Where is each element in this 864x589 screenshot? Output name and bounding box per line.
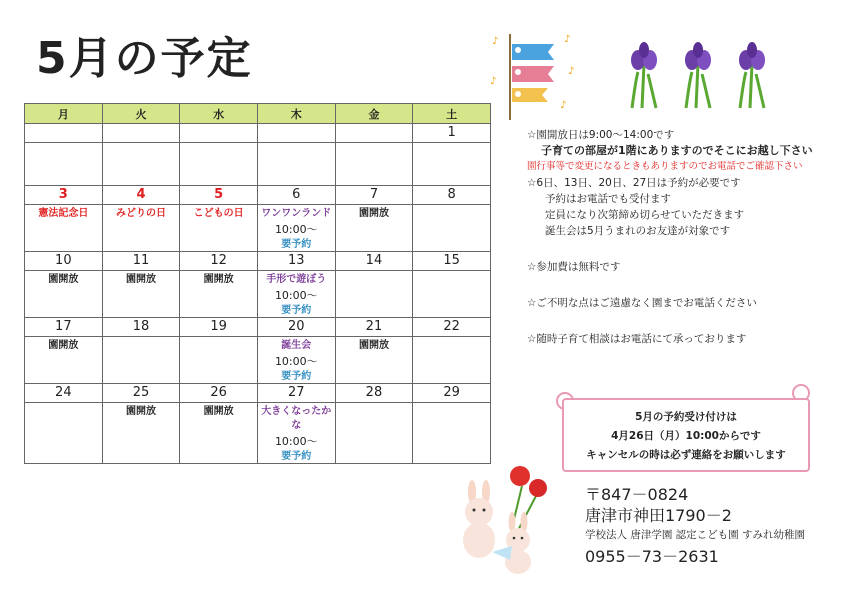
- day-number: 27: [258, 384, 335, 403]
- calendar-day-cell: [257, 318, 335, 384]
- calendar-week-row: [25, 318, 491, 384]
- day-event: こどもの日: [193, 208, 244, 219]
- day-number: 13: [258, 252, 335, 271]
- calendar-day-cell: [413, 318, 491, 384]
- svg-text:♪: ♪: [564, 34, 571, 45]
- calendar-day-cell: [180, 252, 258, 318]
- calendar-day-cell: [413, 186, 491, 252]
- day-number: [103, 124, 180, 143]
- day-number: 14: [336, 252, 413, 271]
- calendar-day-cell: [180, 318, 258, 384]
- day-event: 園開放: [203, 406, 234, 417]
- postal-code: 〒847－0824: [585, 485, 689, 504]
- day-number: 22: [413, 318, 490, 337]
- reservation-required: 要予約: [281, 451, 312, 462]
- rabbits-carnation-icon: [452, 456, 562, 576]
- info-fee: ☆参加費は無料です: [527, 261, 621, 273]
- reservation-required: 要予約: [281, 305, 312, 316]
- day-number: 21: [336, 318, 413, 337]
- day-number: 24: [25, 384, 102, 403]
- info-phone-booking: 予約はお電話でも受付ます: [545, 193, 671, 205]
- calendar-day-cell: [335, 186, 413, 252]
- info-questions: ☆ご不明な点はご遠慮なく園までお電話ください: [527, 297, 757, 309]
- day-event: みどりの日: [115, 208, 166, 219]
- calendar-day-cell: [25, 124, 103, 186]
- day-number: [258, 124, 335, 143]
- day-number: 5: [180, 186, 257, 205]
- day-number: [336, 124, 413, 143]
- day-event: 園開放: [125, 406, 156, 417]
- calendar-day-cell: [257, 384, 335, 464]
- calendar-day-cell: [25, 252, 103, 318]
- weekday-header-row: [25, 104, 491, 124]
- event-time: 10:00～: [274, 289, 318, 302]
- day-event: 誕生会: [281, 340, 312, 351]
- info-section: [527, 127, 813, 347]
- day-number: 26: [180, 384, 257, 403]
- event-time: 10:00～: [274, 435, 318, 448]
- contact-block: [585, 484, 805, 570]
- calendar-day-cell: [257, 124, 335, 186]
- day-number: 3: [25, 186, 102, 205]
- page-title: 5月の予定: [36, 33, 253, 84]
- calendar-day-cell: [102, 318, 180, 384]
- calendar-week-row: [25, 124, 491, 186]
- day-number: 18: [103, 318, 180, 337]
- calendar-day-cell: [335, 384, 413, 464]
- weekday-wed: 水: [180, 104, 258, 124]
- info-consultation: ☆随時子育て相談はお電話にて承っております: [527, 333, 747, 345]
- day-number: 15: [413, 252, 490, 271]
- day-number: 17: [25, 318, 102, 337]
- svg-text:♪: ♪: [568, 66, 575, 77]
- day-number: 10: [25, 252, 102, 271]
- day-event: 手形で遊ぼう: [266, 274, 327, 285]
- day-event: 園開放: [203, 274, 234, 285]
- day-number: 29: [413, 384, 490, 403]
- day-number: 12: [180, 252, 257, 271]
- day-number: 11: [103, 252, 180, 271]
- info-birthday: 誕生会は5月うまれのお友達が対象です: [545, 225, 731, 237]
- day-number: 19: [180, 318, 257, 337]
- weekday-sat: 土: [413, 104, 491, 124]
- day-event: 園開放: [358, 208, 389, 219]
- day-number: 4: [103, 186, 180, 205]
- calendar-day-cell: [180, 186, 258, 252]
- info-room: 子育ての部屋が1階にありますのでそこにお越し下さい: [541, 144, 813, 157]
- calendar-day-cell: [257, 252, 335, 318]
- day-number: 1: [413, 124, 490, 143]
- calendar-day-cell: [335, 124, 413, 186]
- organization-name: 学校法人 唐津学園 認定こども園 すみれ幼稚園: [585, 529, 806, 541]
- calendar-week-row: [25, 186, 491, 252]
- calendar-day-cell: [413, 124, 491, 186]
- notice-line-2: 4月26日（月）10:00からです: [611, 430, 761, 442]
- iris-flowers-icon: [622, 38, 782, 110]
- calendar-day-cell: [335, 252, 413, 318]
- street-address: 唐津市神田1790－2: [585, 506, 732, 525]
- day-event: 園開放: [48, 274, 79, 285]
- info-change-notice: 園行事等で変更になるときもありますのでお電話でご確認下さい: [527, 161, 803, 172]
- calendar-day-cell: [180, 384, 258, 464]
- reservation-required: 要予約: [281, 239, 312, 250]
- calendar-day-cell: [257, 186, 335, 252]
- day-number: 25: [103, 384, 180, 403]
- info-capacity: 定員になり次第締め切らせていただきます: [545, 209, 745, 221]
- day-event: 園開放: [125, 274, 156, 285]
- weekday-fri: 金: [335, 104, 413, 124]
- calendar-day-cell: [102, 384, 180, 464]
- event-time: 10:00～: [274, 355, 318, 368]
- notice-line-3: キャンセルの時は必ず連絡をお願いします: [586, 449, 786, 461]
- weekday-tue: 火: [102, 104, 180, 124]
- calendar-day-cell: [413, 252, 491, 318]
- calendar-day-cell: [335, 318, 413, 384]
- svg-text:♪: ♪: [560, 100, 567, 111]
- calendar-week-row: [25, 384, 491, 464]
- notice-scroll: [556, 384, 810, 474]
- phone-number: 0955－73－2631: [585, 547, 719, 566]
- svg-text:♪: ♪: [490, 76, 497, 87]
- day-event: 園開放: [358, 340, 389, 351]
- day-number: 20: [258, 318, 335, 337]
- calendar-day-cell: [102, 124, 180, 186]
- calendar-day-cell: [180, 124, 258, 186]
- weekday-mon: 月: [25, 104, 103, 124]
- calendar-day-cell: [413, 384, 491, 464]
- info-reservation-days: ☆6日、13日、20日、27日は予約が必要です: [527, 177, 741, 189]
- info-hours: ☆園開放日は9:00～14:00です: [527, 129, 675, 141]
- day-number: 8: [413, 186, 490, 205]
- day-number: [180, 124, 257, 143]
- svg-text:♪: ♪: [492, 36, 499, 47]
- event-time: 10:00～: [274, 223, 318, 236]
- calendar-day-cell: [25, 186, 103, 252]
- day-event: 大きくなったかな: [261, 406, 332, 431]
- calendar-day-cell: [25, 384, 103, 464]
- notice-line-1: 5月の予約受け付けは: [635, 411, 737, 423]
- calendar-day-cell: [102, 186, 180, 252]
- day-event: 憲法記念日: [38, 208, 89, 219]
- day-event: 園開放: [48, 340, 79, 351]
- day-event: ワンワンランド: [261, 208, 332, 219]
- koinobori-icon: [488, 24, 588, 124]
- day-number: 28: [336, 384, 413, 403]
- weekday-thu: 木: [257, 104, 335, 124]
- calendar-week-row: [25, 252, 491, 318]
- calendar-day-cell: [25, 318, 103, 384]
- day-number: 6: [258, 186, 335, 205]
- reservation-required: 要予約: [281, 371, 312, 382]
- day-number: [25, 124, 102, 143]
- day-number: 7: [336, 186, 413, 205]
- calendar-day-cell: [102, 252, 180, 318]
- calendar-table: [24, 103, 491, 464]
